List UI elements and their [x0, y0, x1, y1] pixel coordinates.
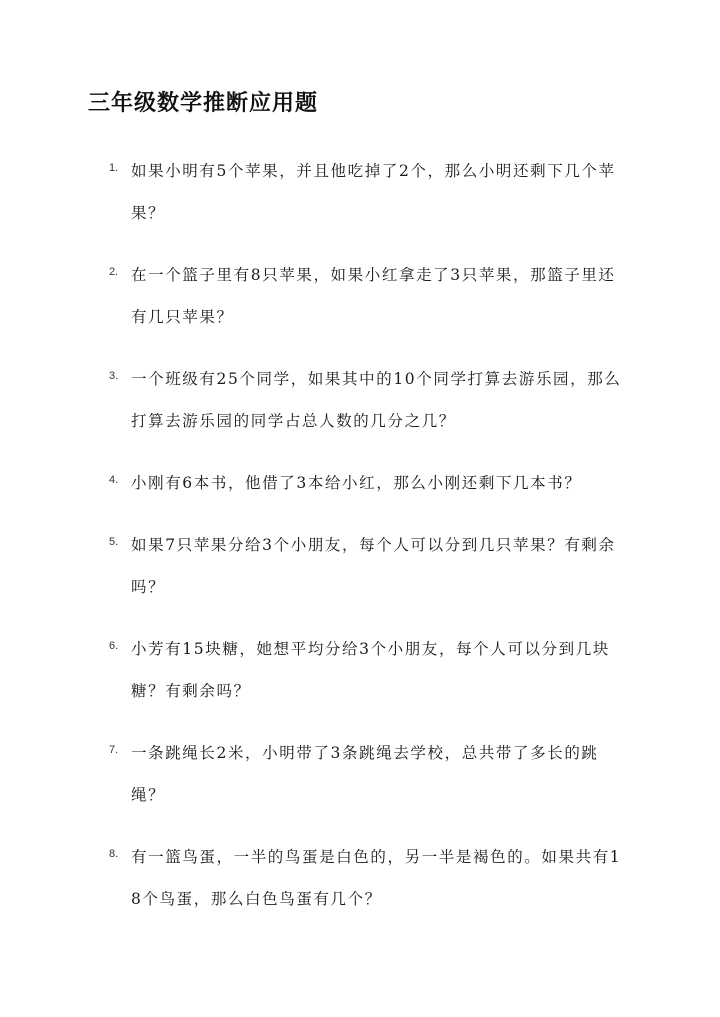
question-item-2	[0, 254, 720, 338]
question-number: 2.	[109, 266, 119, 278]
question-number: 4.	[109, 474, 119, 486]
question-item-8	[0, 836, 720, 920]
question-item-1	[0, 150, 720, 234]
page-title: 三年级数学推断应用题	[88, 90, 319, 116]
question-item-5	[0, 524, 720, 608]
question-number: 3.	[109, 370, 119, 382]
question-text: 在一个篮子里有8只苹果，如果小红拿走了3只苹果，那篮子里还有几只苹果？	[131, 266, 616, 326]
question-text: 如果小明有5个苹果，并且他吃掉了2个，那么小明还剩下几个苹果？	[131, 162, 616, 222]
question-item-7	[0, 732, 720, 816]
question-text: 小刚有6本书，他借了3本给小红，那么小刚还剩下几本书？	[131, 474, 582, 492]
question-item-4	[0, 462, 720, 504]
question-number: 6.	[109, 640, 119, 652]
question-number: 5.	[109, 536, 119, 548]
question-text: 小芳有15块糖，她想平均分给3个小朋友，每个人可以分到几块糖？有剩余吗？	[131, 640, 610, 700]
question-list	[0, 150, 720, 940]
question-text: 一条跳绳长2米，小明带了3条跳绳去学校，总共带了多长的跳绳？	[131, 744, 599, 804]
question-item-6	[0, 628, 720, 712]
question-number: 8.	[109, 848, 119, 860]
question-text: 如果7只苹果分给3个小朋友，每个人可以分到几只苹果？有剩余吗？	[131, 536, 616, 596]
question-text: 一个班级有25个同学，如果其中的10个同学打算去游乐园，那么打算去游乐园的同学占总人数的几分之几？	[131, 370, 622, 430]
question-number: 1.	[109, 162, 119, 174]
question-item-3	[0, 358, 720, 442]
question-text: 有一篮鸟蛋，一半的鸟蛋是白色的，另一半是褐色的。如果共有18个鸟蛋，那么白色鸟蛋有几个？	[131, 848, 622, 908]
question-number: 7.	[109, 744, 119, 756]
